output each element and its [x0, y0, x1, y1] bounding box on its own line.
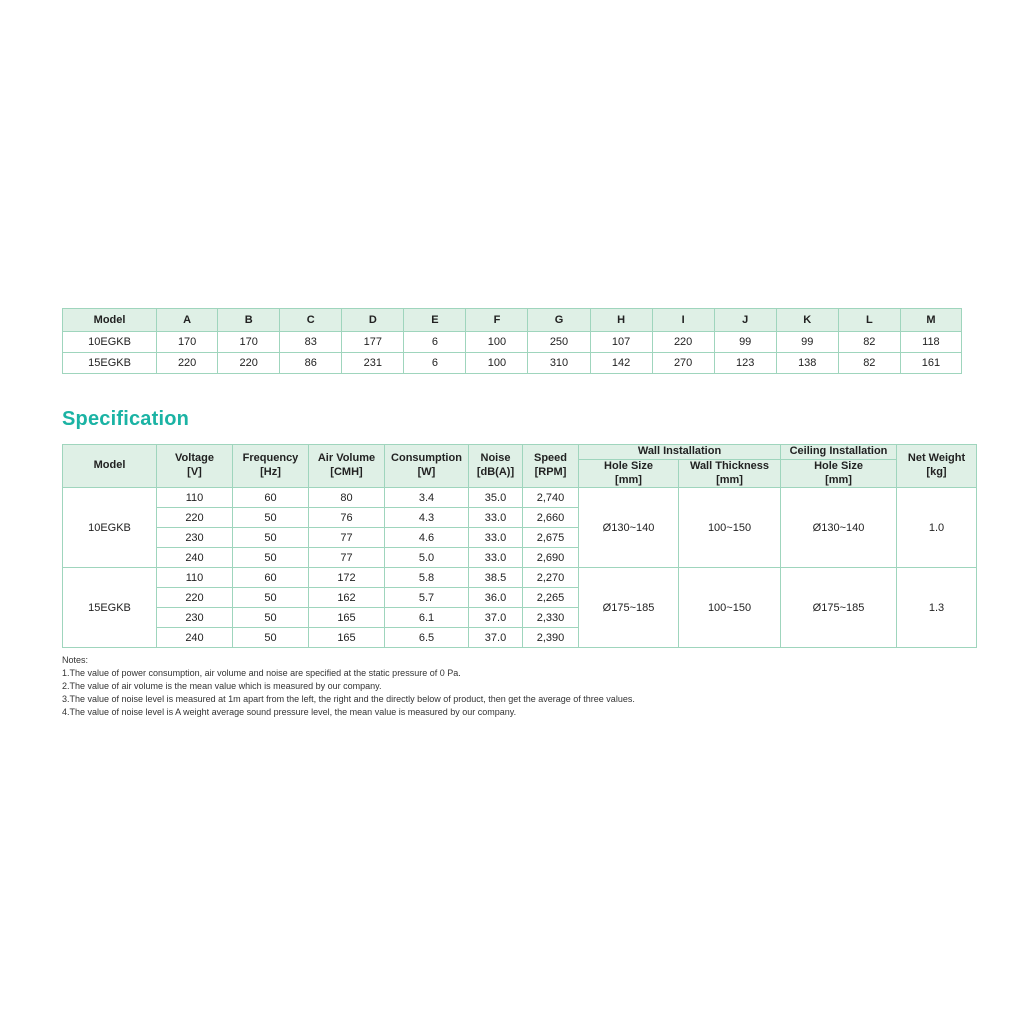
column-header-ceiling-hole-size-unit: [mm] — [825, 473, 852, 486]
column-header-ceiling-hole-size — [781, 459, 897, 488]
cell-noise: 33.0 — [469, 548, 523, 568]
dimensions-table — [62, 308, 962, 374]
cell-voltage: 230 — [157, 528, 233, 548]
column-header-frequency-unit: [Hz] — [260, 466, 281, 479]
specification-table — [62, 444, 977, 648]
column-header-frequency-label: Frequency — [242, 452, 299, 465]
cell-speed: 2,690 — [523, 548, 579, 568]
cell-k: 99 — [776, 332, 838, 353]
cell-speed: 2,330 — [523, 608, 579, 628]
cell-m: 161 — [900, 353, 961, 374]
cell-consumption: 5.8 — [385, 568, 469, 588]
cell-speed: 2,390 — [523, 628, 579, 648]
column-header-model: Model — [63, 309, 157, 332]
cell-consumption: 6.5 — [385, 628, 469, 648]
column-header-c: C — [280, 309, 342, 332]
cell-ceiling-hole-size: Ø175~185 — [781, 568, 897, 648]
cell-d: 177 — [342, 332, 404, 353]
column-header-noise-unit: [dB(A)] — [476, 466, 515, 479]
cell-model: 10EGKB — [63, 488, 157, 568]
cell-noise: 38.5 — [469, 568, 523, 588]
column-header-frequency — [233, 445, 309, 488]
table-row — [63, 353, 962, 374]
cell-air-volume: 76 — [309, 508, 385, 528]
cell-speed: 2,270 — [523, 568, 579, 588]
cell-net-weight: 1.3 — [897, 568, 977, 648]
cell-c: 83 — [280, 332, 342, 353]
cell-b: 220 — [218, 353, 280, 374]
cell-voltage: 220 — [157, 508, 233, 528]
cell-frequency: 50 — [233, 548, 309, 568]
cell-wall-hole-size: Ø130~140 — [579, 488, 679, 568]
cell-e: 6 — [404, 332, 466, 353]
cell-air-volume: 165 — [309, 608, 385, 628]
column-header-voltage-label: Voltage — [175, 452, 214, 465]
column-header-g: G — [528, 309, 590, 332]
cell-b: 170 — [218, 332, 280, 353]
cell-air-volume: 165 — [309, 628, 385, 648]
cell-l: 82 — [838, 353, 900, 374]
cell-i: 270 — [652, 353, 714, 374]
cell-g: 310 — [528, 353, 590, 374]
column-header-air-volume-unit: [CMH] — [330, 466, 363, 479]
notes-section — [62, 654, 635, 719]
column-header-m: M — [900, 309, 961, 332]
cell-a: 220 — [157, 353, 218, 374]
cell-air-volume: 80 — [309, 488, 385, 508]
page-title: Specification — [62, 408, 190, 430]
column-header-net-weight — [897, 445, 977, 488]
cell-g: 250 — [528, 332, 590, 353]
cell-speed: 2,265 — [523, 588, 579, 608]
cell-noise: 35.0 — [469, 488, 523, 508]
cell-k: 138 — [776, 353, 838, 374]
column-header-net-weight-unit: [kg] — [926, 466, 947, 479]
cell-voltage: 230 — [157, 608, 233, 628]
cell-f: 100 — [466, 353, 528, 374]
cell-wall-thickness: 100~150 — [679, 568, 781, 648]
column-header-speed-unit: [RPM] — [534, 466, 567, 479]
cell-wall-hole-size: Ø175~185 — [579, 568, 679, 648]
cell-frequency: 50 — [233, 608, 309, 628]
cell-consumption: 5.7 — [385, 588, 469, 608]
column-header-wall-thickness — [679, 459, 781, 488]
column-header-ceiling-installation: Ceiling Installation — [781, 445, 897, 460]
cell-frequency: 50 — [233, 528, 309, 548]
column-header-noise-label: Noise — [480, 452, 511, 465]
column-header-air-volume-label: Air Volume — [317, 452, 376, 465]
cell-wall-thickness: 100~150 — [679, 488, 781, 568]
cell-frequency: 60 — [233, 488, 309, 508]
cell-consumption: 3.4 — [385, 488, 469, 508]
cell-air-volume: 77 — [309, 528, 385, 548]
cell-l: 82 — [838, 332, 900, 353]
cell-j: 99 — [714, 332, 776, 353]
cell-noise: 37.0 — [469, 608, 523, 628]
cell-frequency: 60 — [233, 568, 309, 588]
cell-f: 100 — [466, 332, 528, 353]
cell-voltage: 110 — [157, 568, 233, 588]
cell-consumption: 6.1 — [385, 608, 469, 628]
table-row — [63, 488, 977, 508]
cell-frequency: 50 — [233, 588, 309, 608]
cell-air-volume: 172 — [309, 568, 385, 588]
note-item-2: 2.The value of air volume is the mean value which is measured by our company. — [62, 681, 382, 692]
column-header-wall-hole-size-unit: [mm] — [615, 473, 642, 486]
column-header-k: K — [776, 309, 838, 332]
column-header-f: F — [466, 309, 528, 332]
column-header-wall-hole-size-label: Hole Size — [604, 459, 653, 472]
cell-c: 86 — [280, 353, 342, 374]
cell-e: 6 — [404, 353, 466, 374]
cell-speed: 2,740 — [523, 488, 579, 508]
cell-consumption: 4.6 — [385, 528, 469, 548]
cell-m: 118 — [900, 332, 961, 353]
column-header-h: H — [590, 309, 652, 332]
cell-d: 231 — [342, 353, 404, 374]
note-item-4: 4.The value of noise level is A weight average sound pressure level, the mean value is measured by our company. — [62, 707, 517, 718]
column-header-speed — [523, 445, 579, 488]
cell-model: 15EGKB — [63, 353, 157, 374]
cell-h: 142 — [590, 353, 652, 374]
table-header-row — [63, 309, 962, 332]
column-header-consumption — [385, 445, 469, 488]
column-header-e: E — [404, 309, 466, 332]
column-header-a: A — [157, 309, 218, 332]
cell-h: 107 — [590, 332, 652, 353]
column-header-noise — [469, 445, 523, 488]
column-header-b: B — [218, 309, 280, 332]
cell-voltage: 240 — [157, 548, 233, 568]
column-header-speed-label: Speed — [533, 452, 567, 465]
cell-consumption: 5.0 — [385, 548, 469, 568]
cell-ceiling-hole-size: Ø130~140 — [781, 488, 897, 568]
cell-air-volume: 77 — [309, 548, 385, 568]
cell-frequency: 50 — [233, 628, 309, 648]
cell-a: 170 — [157, 332, 218, 353]
cell-model: 15EGKB — [63, 568, 157, 648]
column-header-d: D — [342, 309, 404, 332]
cell-frequency: 50 — [233, 508, 309, 528]
column-header-ceiling-hole-size-label: Hole Size — [814, 459, 863, 472]
table-header-row-top — [63, 445, 977, 460]
cell-speed: 2,660 — [523, 508, 579, 528]
cell-noise: 33.0 — [469, 508, 523, 528]
column-header-voltage — [157, 445, 233, 488]
cell-speed: 2,675 — [523, 528, 579, 548]
cell-j: 123 — [714, 353, 776, 374]
cell-voltage: 240 — [157, 628, 233, 648]
column-header-j: J — [714, 309, 776, 332]
column-header-consumption-unit: [W] — [417, 466, 436, 479]
column-header-l: L — [838, 309, 900, 332]
column-header-wall-hole-size — [579, 459, 679, 488]
column-header-voltage-unit: [V] — [187, 466, 202, 479]
dimensions-table-container — [62, 308, 962, 374]
column-header-consumption-label: Consumption — [391, 452, 462, 465]
column-header-air-volume — [309, 445, 385, 488]
cell-voltage: 110 — [157, 488, 233, 508]
specification-table-container — [62, 444, 966, 648]
column-header-i: I — [652, 309, 714, 332]
cell-consumption: 4.3 — [385, 508, 469, 528]
cell-model: 10EGKB — [63, 332, 157, 353]
cell-noise: 33.0 — [469, 528, 523, 548]
table-row — [63, 568, 977, 588]
column-header-wall-thickness-label: Wall Thickness — [689, 459, 770, 472]
cell-air-volume: 162 — [309, 588, 385, 608]
cell-net-weight: 1.0 — [897, 488, 977, 568]
table-row — [63, 332, 962, 353]
cell-noise: 37.0 — [469, 628, 523, 648]
cell-noise: 36.0 — [469, 588, 523, 608]
column-header-wall-thickness-unit: [mm] — [716, 473, 743, 486]
note-item-1: 1.The value of power consumption, air volume and noise are specified at the static pressure of 0 Pa. — [62, 668, 461, 679]
column-header-wall-installation: Wall Installation — [579, 445, 781, 460]
cell-i: 220 — [652, 332, 714, 353]
notes-title: Notes: — [62, 655, 89, 665]
column-header-net-weight-label: Net Weight — [907, 452, 966, 465]
note-item-3: 3.The value of noise level is measured at 1m apart from the left, the right and the directly below of product, then get the average of three values. — [62, 694, 635, 705]
cell-voltage: 220 — [157, 588, 233, 608]
column-header-model: Model — [63, 445, 157, 488]
